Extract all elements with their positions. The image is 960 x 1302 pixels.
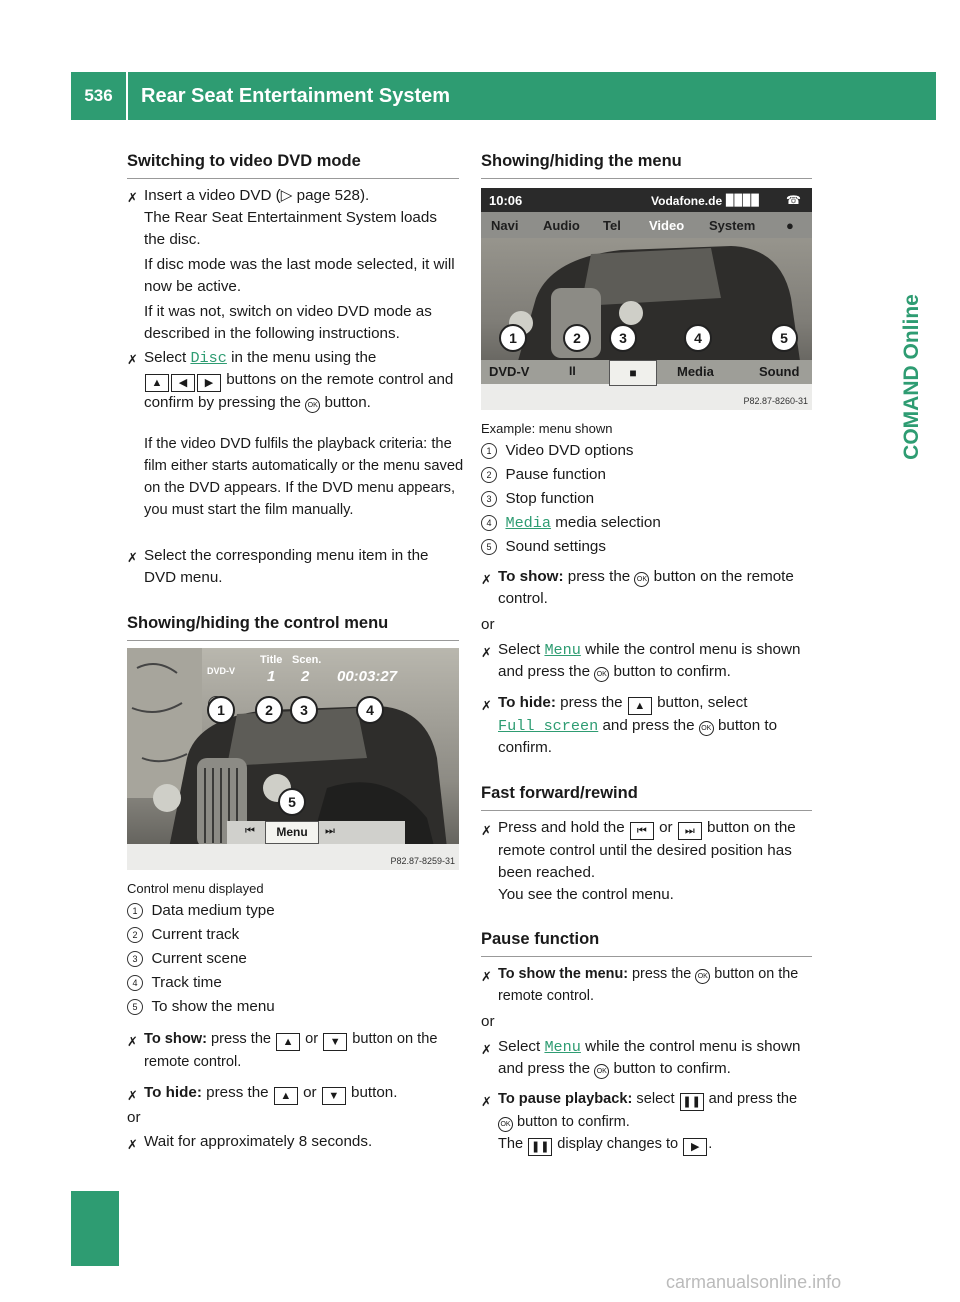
callout-2: 2 bbox=[255, 696, 283, 724]
ok-button-icon: OK bbox=[498, 1117, 513, 1132]
text: display changes to bbox=[553, 1136, 683, 1152]
operator-name: Vodafone.de bbox=[651, 194, 723, 208]
paragraph: If disc mode was the last mode selected, it will now be active. bbox=[144, 256, 455, 295]
track-time: 00:03:27 bbox=[337, 668, 398, 685]
bullet-icon: ✗ bbox=[127, 1088, 138, 1103]
legend-item bbox=[127, 924, 459, 946]
legend-text: Track time bbox=[151, 974, 222, 991]
or-text: or bbox=[481, 1013, 495, 1030]
globe-icon: ● bbox=[786, 218, 794, 233]
callout-3: 3 bbox=[609, 324, 637, 352]
text: press the bbox=[201, 1084, 273, 1101]
text: press the bbox=[628, 966, 696, 982]
page-title: Rear Seat Entertainment System bbox=[141, 85, 451, 107]
text: button to confirm. bbox=[609, 1060, 731, 1077]
scene-number: 2 bbox=[301, 668, 310, 685]
scene-label: Scen. bbox=[292, 654, 322, 666]
text: You see the control menu. bbox=[498, 886, 674, 903]
step-show-menu bbox=[498, 963, 816, 1007]
text: button to confirm. bbox=[513, 1114, 630, 1130]
text: button to confirm. bbox=[609, 663, 731, 680]
callout-number: 5 bbox=[481, 539, 497, 555]
section-title-menu: Showing/hiding the menu bbox=[481, 152, 812, 179]
sound-button[interactable]: Sound bbox=[759, 364, 800, 379]
down-button-icon: ▼ bbox=[323, 1033, 347, 1051]
disc-menu-item: Disc bbox=[190, 349, 227, 367]
text: buttons on the remote control and confirm by pressing the bbox=[144, 371, 454, 411]
track-number: 1 bbox=[267, 668, 276, 685]
label: To hide: bbox=[144, 1084, 202, 1101]
section-title-fast-forward: Fast forward/rewind bbox=[481, 784, 812, 811]
text: . bbox=[708, 1136, 713, 1152]
menu-shown-photo bbox=[481, 188, 812, 410]
page-number: 536 bbox=[84, 86, 113, 105]
bullet-icon: ✗ bbox=[481, 1042, 492, 1057]
text: while the control menu is shown and press the bbox=[498, 641, 801, 680]
page-header bbox=[71, 72, 888, 120]
callout-number: 4 bbox=[127, 975, 143, 991]
legend-list bbox=[481, 440, 812, 558]
full-screen-menu-item: Full screen bbox=[498, 717, 599, 735]
legend-item bbox=[127, 900, 459, 922]
up-button-icon: ▲ bbox=[628, 697, 652, 715]
left-button-icon: ◀ bbox=[171, 374, 195, 392]
bullet-icon: ✗ bbox=[127, 550, 138, 565]
or-text: or bbox=[481, 616, 495, 633]
legend-text: To show the menu bbox=[151, 998, 275, 1015]
image-code: P82.87-8259-31 bbox=[390, 856, 455, 866]
text: button to confirm. bbox=[498, 717, 778, 756]
tab-video[interactable]: Video bbox=[649, 218, 685, 233]
media-button[interactable]: Media bbox=[677, 364, 714, 379]
text: button. bbox=[320, 394, 371, 411]
text: select bbox=[632, 1091, 679, 1107]
legend-text: Video DVD options bbox=[505, 442, 634, 459]
media-menu-item: Media bbox=[505, 514, 552, 532]
paragraph: If it was not, switch on video DVD mode as described in the following instructions. bbox=[144, 303, 432, 342]
stop-button[interactable]: ■ bbox=[609, 360, 657, 386]
legend-item bbox=[127, 996, 459, 1018]
right-button-icon: ▶ bbox=[197, 374, 221, 392]
sidebar-block bbox=[888, 72, 936, 120]
legend-text: Current track bbox=[151, 926, 240, 943]
text: or bbox=[654, 819, 677, 836]
callout-number: 3 bbox=[481, 491, 497, 507]
ok-button-icon: OK bbox=[305, 398, 320, 413]
forward-button-icon: ⏭ bbox=[678, 822, 702, 840]
step-pause-playback bbox=[498, 1088, 816, 1156]
signal-icon: ▉▉▉▉ bbox=[726, 195, 760, 207]
step-to-show bbox=[498, 566, 814, 610]
tab-system[interactable]: System bbox=[709, 218, 756, 233]
rewind-button-icon: ⏮ bbox=[630, 822, 654, 840]
legend-item bbox=[481, 464, 812, 486]
rewind-icon: ⏮ bbox=[245, 825, 255, 837]
bullet-icon: ✗ bbox=[127, 352, 138, 367]
text: in the menu using the bbox=[226, 349, 377, 366]
text: button on the remote control until the desired position has been reached. bbox=[498, 819, 796, 881]
menu-button[interactable]: Menu bbox=[265, 821, 319, 844]
control-menu-photo bbox=[127, 648, 459, 870]
photo-caption: Control menu displayed bbox=[127, 881, 264, 896]
step-select-disc bbox=[144, 347, 462, 414]
label: To pause playback: bbox=[498, 1091, 633, 1107]
callout-number: 1 bbox=[481, 443, 497, 459]
legend-text: media selection bbox=[555, 514, 661, 531]
legend-item bbox=[481, 536, 812, 558]
text: button on the remote control. bbox=[144, 1031, 438, 1070]
section-title-video-dvd: Switching to video DVD mode bbox=[127, 152, 459, 179]
paragraph: The Rear Seat Entertainment System loads the disc. bbox=[144, 209, 437, 248]
play-button-icon: ▶ bbox=[683, 1138, 707, 1156]
ok-button-icon: OK bbox=[594, 1064, 609, 1079]
callout-number: 1 bbox=[127, 903, 143, 919]
text: The bbox=[498, 1136, 528, 1152]
step-insert-dvd: Insert a video DVD (▷ page 528). bbox=[144, 187, 370, 204]
bullet-icon: ✗ bbox=[481, 698, 492, 713]
tab-audio[interactable]: Audio bbox=[543, 218, 580, 233]
label: To hide: bbox=[498, 694, 556, 711]
text: Select bbox=[498, 641, 545, 658]
pause-button-icon: ❚❚ bbox=[680, 1093, 704, 1111]
label: To show the menu: bbox=[498, 966, 629, 982]
ok-button-icon: OK bbox=[699, 721, 714, 736]
callout-number: 2 bbox=[127, 927, 143, 943]
text: press the bbox=[206, 1031, 276, 1047]
chapter-label: COMAND Online bbox=[900, 294, 923, 460]
step-wait: Wait for approximately 8 seconds. bbox=[144, 1133, 373, 1150]
step-select-menu bbox=[498, 639, 814, 683]
label: To show: bbox=[144, 1031, 207, 1047]
clock: 10:06 bbox=[489, 193, 523, 208]
text: or bbox=[301, 1031, 323, 1047]
legend-item bbox=[127, 972, 459, 994]
image-code: P82.87-8260-31 bbox=[743, 396, 808, 406]
bottom-marker bbox=[71, 1191, 119, 1266]
ok-button-icon: OK bbox=[695, 969, 710, 984]
text: Select bbox=[498, 1038, 545, 1055]
legend-item bbox=[127, 948, 459, 970]
callout-4: 4 bbox=[356, 696, 384, 724]
step-to-show bbox=[144, 1028, 462, 1073]
chapter-sidebar bbox=[888, 72, 936, 542]
legend-text: Stop function bbox=[505, 490, 595, 507]
or-text: or bbox=[127, 1109, 141, 1126]
callout-number: 4 bbox=[481, 515, 497, 531]
callout-3: 3 bbox=[290, 696, 318, 724]
legend-item bbox=[481, 440, 812, 462]
step-select-menu bbox=[498, 1036, 814, 1080]
up-button-icon: ▲ bbox=[274, 1087, 298, 1105]
forward-icon: ⏭ bbox=[325, 825, 335, 837]
bullet-icon: ✗ bbox=[127, 1034, 138, 1049]
legend-item bbox=[481, 512, 812, 534]
callout-5: 5 bbox=[278, 788, 306, 816]
text: Select bbox=[144, 349, 191, 366]
text: or bbox=[298, 1084, 321, 1101]
header-divider bbox=[126, 72, 128, 120]
pause-button[interactable]: II bbox=[569, 364, 576, 378]
ok-button-icon: OK bbox=[634, 572, 649, 587]
control-bar bbox=[227, 821, 405, 844]
menu-item: Menu bbox=[544, 641, 581, 659]
bullet-icon: ✗ bbox=[481, 969, 492, 984]
photo-caption: Example: menu shown bbox=[481, 421, 613, 436]
legend-list bbox=[127, 900, 459, 1018]
bullet-icon: ✗ bbox=[481, 572, 492, 587]
text: button, select bbox=[652, 694, 748, 711]
text: while the control menu is shown and press the bbox=[498, 1038, 801, 1077]
step-fast-forward bbox=[498, 817, 814, 906]
callout-number: 5 bbox=[127, 999, 143, 1015]
section-title-pause: Pause function bbox=[481, 930, 812, 957]
title-label: Title bbox=[260, 654, 283, 666]
bullet-icon: ✗ bbox=[481, 645, 492, 660]
down-button-icon: ▼ bbox=[322, 1087, 346, 1105]
paragraph: If the video DVD fulfils the playback criteria: the film either starts automatically or the menu saved on the DVD appears. If the DVD menu appears, you must start the film manually. bbox=[144, 436, 464, 518]
text: Press and hold the bbox=[498, 819, 629, 836]
step-to-hide bbox=[144, 1082, 462, 1105]
up-button-icon: ▲ bbox=[145, 374, 169, 392]
watermark: carmanualsonline.info bbox=[666, 1272, 842, 1292]
text: and press the bbox=[704, 1091, 798, 1107]
legend-text: Sound settings bbox=[505, 538, 606, 555]
text: button on the remote control. bbox=[498, 966, 799, 1004]
dvd-options-button[interactable]: DVD-V bbox=[489, 364, 530, 379]
bullet-icon: ✗ bbox=[481, 1094, 492, 1109]
callout-number: 2 bbox=[481, 467, 497, 483]
tab-navi[interactable]: Navi bbox=[491, 218, 519, 233]
tab-tel[interactable]: Tel bbox=[603, 218, 621, 233]
step-select-menu: Select the corresponding menu item in the DVD menu. bbox=[144, 547, 429, 586]
callout-4: 4 bbox=[684, 324, 712, 352]
callout-2: 2 bbox=[563, 324, 591, 352]
up-button-icon: ▲ bbox=[276, 1033, 300, 1051]
ok-button-icon: OK bbox=[594, 667, 609, 682]
text: button on the remote control. bbox=[498, 568, 794, 607]
bullet-icon: ✗ bbox=[481, 823, 492, 838]
step-to-hide bbox=[498, 692, 814, 759]
callout-1: 1 bbox=[499, 324, 527, 352]
bullet-icon: ✗ bbox=[127, 1137, 138, 1152]
text: press the bbox=[555, 694, 627, 711]
callout-number: 3 bbox=[127, 951, 143, 967]
label: To show: bbox=[498, 568, 564, 585]
phone-icon: ☎ bbox=[786, 193, 801, 207]
legend-item bbox=[481, 488, 812, 510]
text: press the bbox=[563, 568, 635, 585]
callout-1: 1 bbox=[207, 696, 235, 724]
pause-button-icon: ❚❚ bbox=[528, 1138, 552, 1156]
dvd-type-indicator: DVD-V bbox=[207, 666, 236, 676]
legend-text: Data medium type bbox=[151, 902, 275, 919]
callout-5: 5 bbox=[770, 324, 798, 352]
legend-text: Pause function bbox=[505, 466, 606, 483]
text: button. bbox=[346, 1084, 398, 1101]
menu-item: Menu bbox=[544, 1038, 581, 1056]
legend-text: Current scene bbox=[151, 950, 247, 967]
bullet-icon: ✗ bbox=[127, 190, 138, 205]
text: and press the bbox=[598, 717, 699, 734]
section-title-control-menu: Showing/hiding the control menu bbox=[127, 614, 459, 641]
